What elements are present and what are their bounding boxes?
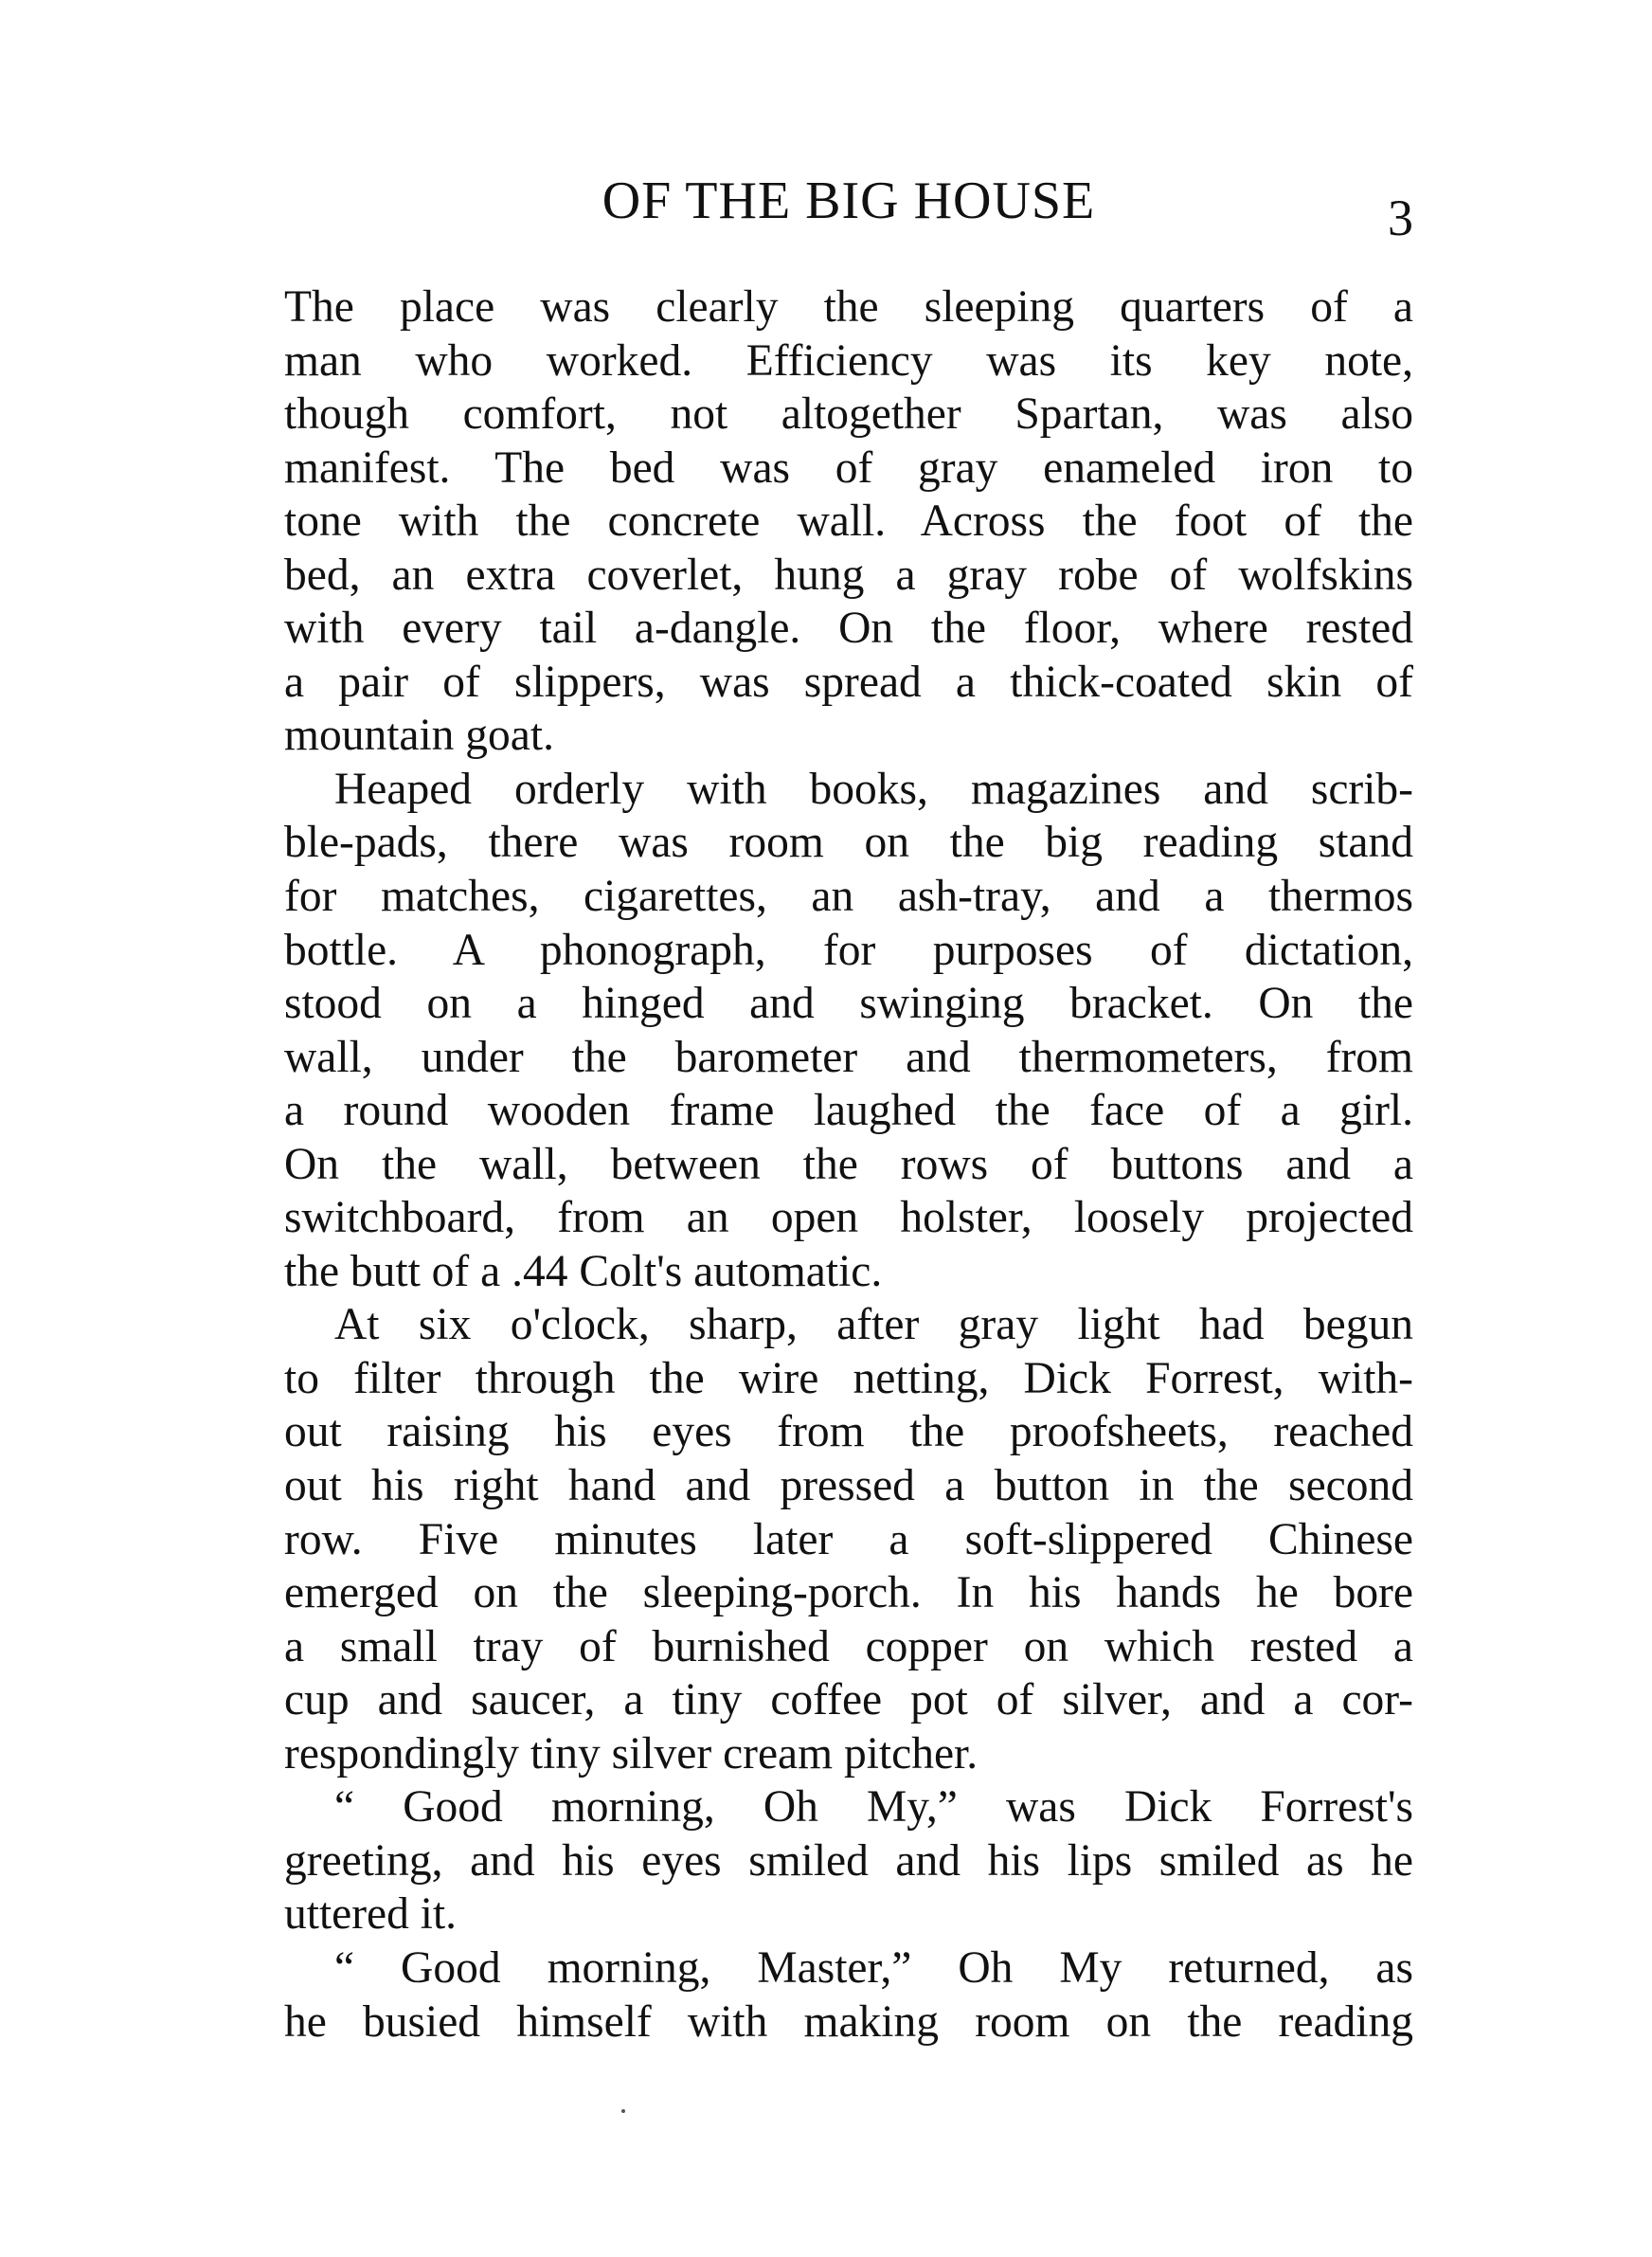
- text-line: bottle. A phonograph, for purposes of dictation,: [284, 925, 1413, 975]
- text-line: mountain goat.: [284, 711, 554, 761]
- text-line: for matches, cigarettes, an ash-tray, and a thermos: [284, 872, 1413, 922]
- text-line: bed, an extra coverlet, hung a gray robe of wolfskins: [284, 550, 1413, 600]
- text-line: a small tray of burnished copper on which rested a: [284, 1621, 1413, 1671]
- text-line: emerged on the sleeping-porch. In his hands he bore: [284, 1568, 1413, 1618]
- text-line: Heaped orderly with books, magazines and scrib-: [334, 764, 1413, 814]
- text-line: At six o'clock, sharp, after gray light had begun: [334, 1300, 1413, 1350]
- text-line: greeting, and his eyes smiled and his lips smiled as he: [284, 1835, 1413, 1886]
- text-line: though comfort, not altogether Spartan, was also: [284, 389, 1413, 440]
- page-number: 3: [1388, 190, 1413, 246]
- text-line: the butt of a .44 Colt's automatic.: [284, 1246, 883, 1296]
- text-line: respondingly tiny silver cream pitcher.: [284, 1728, 979, 1779]
- text-line: wall, under the barometer and thermometers, from: [284, 1032, 1413, 1082]
- text-line: cup and saucer, a tiny coffee pot of silver, and a cor-: [284, 1675, 1413, 1725]
- running-head: OF THE BIG HOUSE: [602, 172, 1096, 230]
- text-line: a pair of slippers, was spread a thick-coated skin of: [284, 657, 1413, 707]
- text-line: to filter through the wire netting, Dick Forrest, with-: [284, 1353, 1413, 1403]
- text-line: with every tail a-dangle. On the floor, where rested: [284, 604, 1413, 654]
- text-line: “ Good morning, Oh My,” was Dick Forrest's: [334, 1782, 1413, 1833]
- page-header: [284, 163, 1413, 246]
- text-line: The place was clearly the sleeping quarters of a: [284, 282, 1413, 332]
- text-line: a round wooden frame laughed the face of a girl.: [284, 1086, 1413, 1136]
- text-line: out his right hand and pressed a button in the second: [284, 1461, 1413, 1511]
- text-line: manifest. The bed was of gray enameled iron to: [284, 442, 1413, 493]
- text-line: uttered it.: [284, 1889, 458, 1940]
- printer-mark: [621, 2109, 625, 2113]
- text-line: row. Five minutes later a soft-slippered Chinese: [284, 1514, 1413, 1564]
- text-line: switchboard, from an open holster, loosely projected: [284, 1193, 1413, 1243]
- text-line: On the wall, between the rows of buttons and a: [284, 1139, 1413, 1189]
- text-line: he busied himself with making room on the reading: [284, 1996, 1413, 2047]
- text-line: tone with the concrete wall. Across the foot of the: [284, 497, 1413, 547]
- text-line: man who worked. Efficiency was its key note,: [284, 335, 1413, 386]
- text-line: stood on a hinged and swinging bracket. On the: [284, 979, 1413, 1029]
- text-line: out raising his eyes from the proofsheets, reached: [284, 1407, 1413, 1457]
- text-line: ble-pads, there was room on the big reading stand: [284, 818, 1413, 868]
- body-text: [284, 280, 1413, 2049]
- text-line: “ Good morning, Master,” Oh My returned, as: [334, 1942, 1413, 1993]
